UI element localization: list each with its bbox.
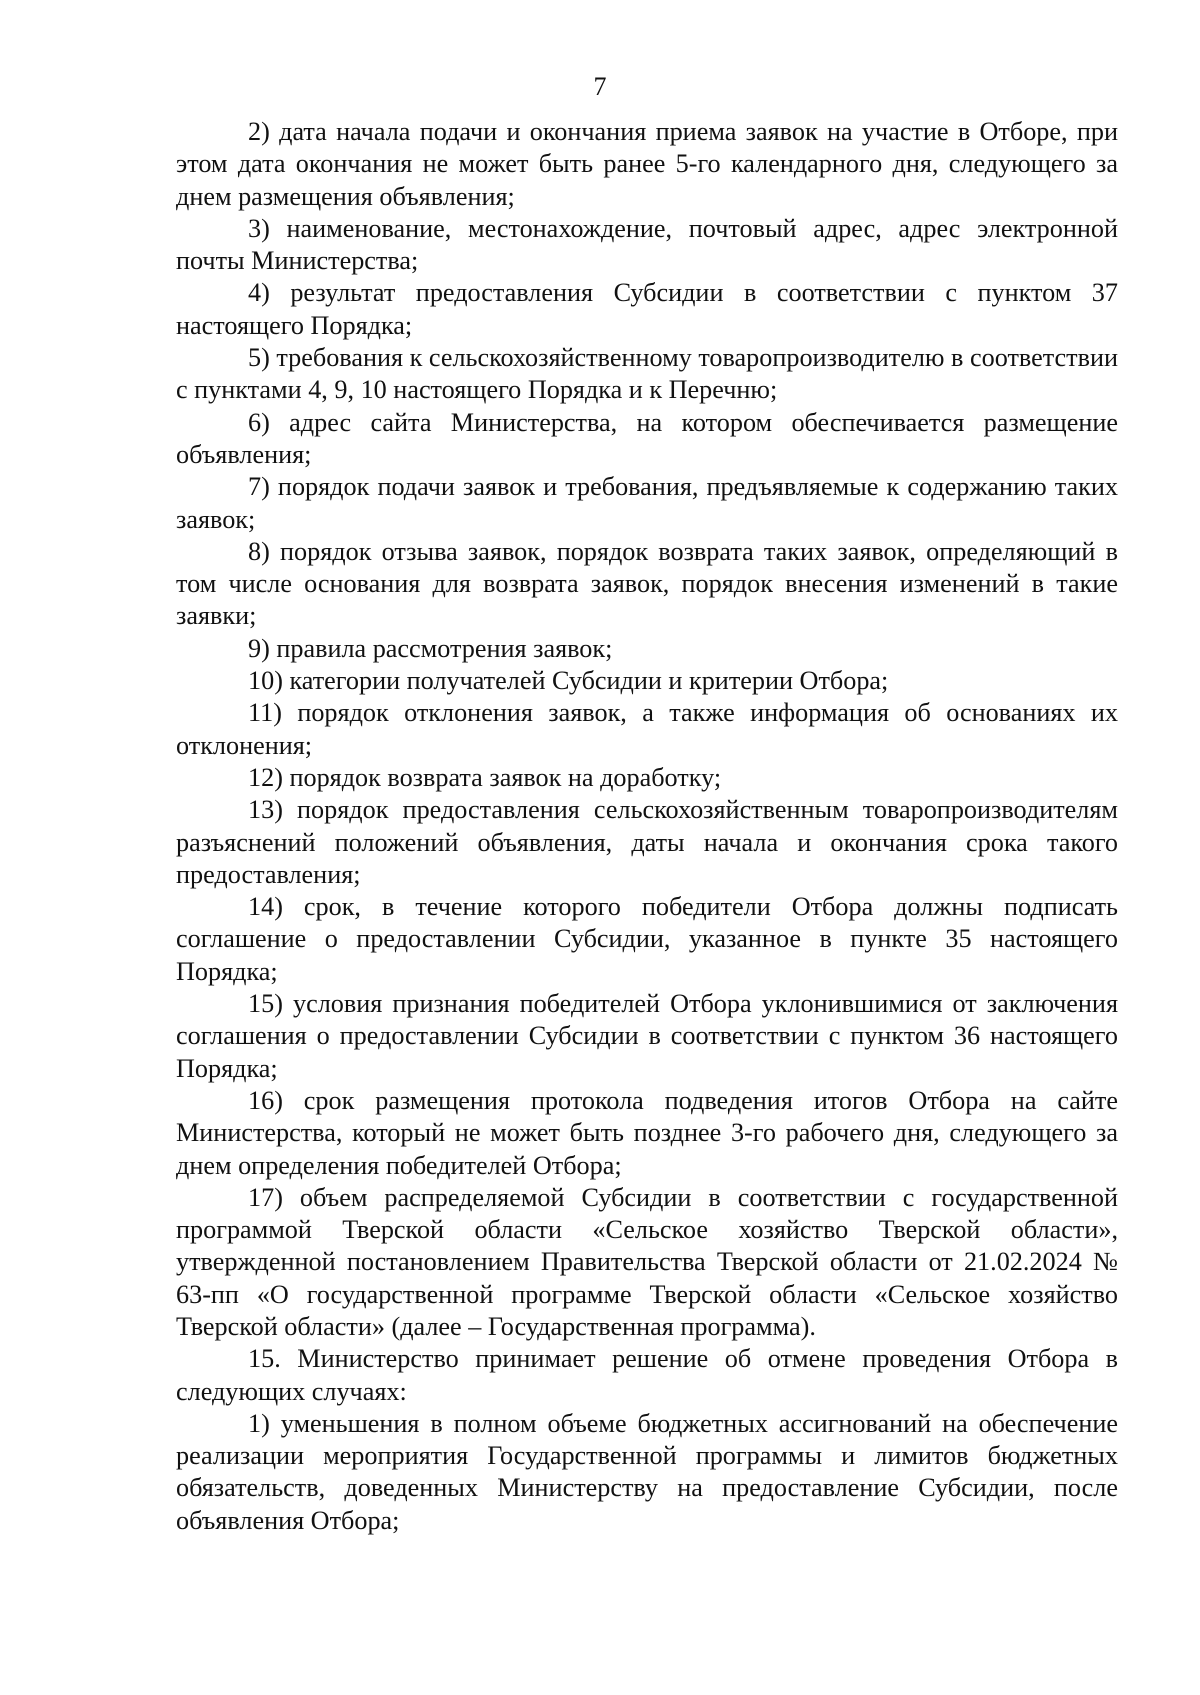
paragraph-item-13: 13) порядок предоставления сельскохозяйственным товаропроизводителям разъяснений положений объявления, даты начала и окончания срока такого предоставления;: [176, 795, 1118, 889]
paragraph-item-17: 17) объем распределяемой Субсидии в соответствии с государственной программой Тверской области «Сельское хозяйство Тверской области», утвержденной постановлением Правительства Тверской области от 21.02.2024 № 63-пп «О государственной программе Тверской области «Сельское хозяйство Тверской области» (далее – Государственная программа).: [176, 1182, 1118, 1341]
paragraph-item-11: 11) порядок отклонения заявок, а также информация об основаниях их отклонения;: [176, 698, 1118, 760]
paragraph-item-8: 8) порядок отзыва заявок, порядок возврата таких заявок, определяющий в том числе основания для возврата заявок, порядок внесения изменений в такие заявки;: [176, 536, 1118, 631]
document-body: [176, 116, 1118, 1537]
paragraph-item-3: 3) наименование, местонахождение, почтовый адрес, адрес электронной почты Министерства;: [176, 213, 1118, 276]
paragraph-item-14: 14) срок, в течение которого победители Отбора должны подписать соглашение о предоставлении Субсидии, указанное в пункте 35 настоящего Порядка;: [176, 892, 1118, 986]
paragraph-item-12: 12) порядок возврата заявок на доработку;: [248, 762, 722, 792]
section-15-heading-paragraph: 15. Министерство принимает решение об отмене проведения Отбора в следующих случаях:: [176, 1344, 1118, 1406]
paragraph-item-9: 9) правила рассмотрения заявок;: [248, 633, 613, 663]
paragraph-item-16: 16) срок размещения протокола подведения итогов Отбора на сайте Министерства, который не может быть позднее 3-го рабочего дня, следующего за днем определения победителей Отбора;: [176, 1085, 1118, 1180]
paragraph-item-7: 7) порядок подачи заявок и требования, предъявляемые к содержанию таких заявок;: [176, 472, 1118, 534]
page-number: 7: [593, 72, 607, 101]
paragraph-item-4: 4) результат предоставления Субсидии в соответствии с пунктом 37 настоящего Порядка;: [176, 278, 1118, 340]
section-15-item-1: 1) уменьшения в полном объеме бюджетных ассигнований на обеспечение реализации мероприятия Государственной программы и лимитов бюджетных обязательств, доведенных Министерству на предоставление Субсидии, после объявления Отбора;: [176, 1408, 1118, 1535]
paragraph-item-6: 6) адрес сайта Министерства, на котором обеспечивается размещение объявления;: [176, 407, 1118, 469]
paragraph-item-5: 5) требования к сельскохозяйственному товаропроизводителю в соответствии с пунктами 4, 9, 10 настоящего Порядка и к Перечню;: [176, 343, 1118, 405]
paragraph-item-15: 15) условия признания победителей Отбора уклонившимися от заключения соглашения о предоставлении Субсидии в соответствии с пунктом 36 настоящего Порядка;: [176, 989, 1118, 1083]
paragraph-item-2: 2) дата начала подачи и окончания приема заявок на участие в Отборе, при этом дата окончания не может быть ранее 5-го календарного дня, следующего за днем размещения объявления;: [176, 117, 1118, 211]
paragraph-item-10: 10) категории получателей Субсидии и критерии Отбора;: [248, 666, 889, 696]
